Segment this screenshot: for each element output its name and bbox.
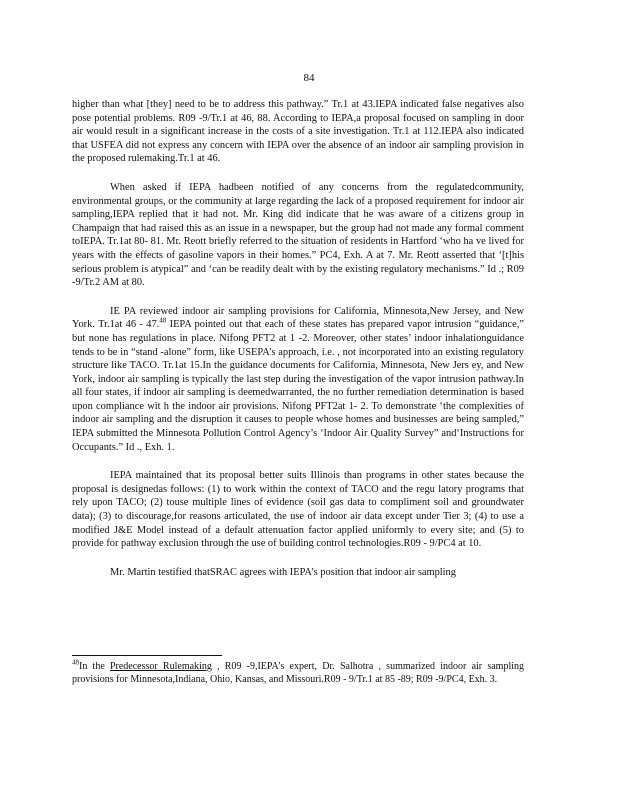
paragraph-2: When asked if IEPA hadbeen notified of any concerns from the regulatedcommunity, environmental groups, or the community at large regarding the lack of a proposed requirement for indoor air sampling,IEPA replied that it had not. Mr. King did indicate that he was aware of a citizens group in Champaign that had raised this as an issue in a newspaper, but the group had not made any formal comment toIEPA. Tr.1at 80- 81. Mr. Reott briefly referred to the situation of residents in Hartford ‘who ha ve lived for years with the effects of gasoline vapors in their homes.” PC4, Exh. A at 7. Mr. Reott asserted that ‘[t]his serious problem is atypical” and ‘can be readily dealt with by the existing regulatory mechanisms.” Id .; R09 -9/Tr.2 AM at 80. [72,181,524,289]
paragraph-3-text-after: IEPA pointed out that each of these states has prepared vapor intrusion “guidance,” but none has regulations in place. Nifong PFT2 at 1 -2. Moreover, other states’ indoor inhalationguidance tends to be in “stand -alone” form, like USEPA’s approach, i.e. , not incorporated into an existing regulatory structure like TACO. Tr.1at 15.In the guidance documents for California, Minnesota, New Jers ey, and New York, indoor air sampling is typically the last step during the investigation of the vapor intrusion pathway.In all four states, if indoor air sampling is deemedwarranted, the no further remediation determination is based upon compliance wit h the indoor air provisions. Nifong PFT2at 1- 2. To demonstrate ‘the complexities of indoor air sampling and the disruption it causes to people whose homes and businesses are being sampled,” IEPA submitted the Minnesota Pollution Control Agency’s ‘Indoor Air Quality Survey” and‘Instructions for Occupants.” Id ., Exh. 1. [72,319,524,453]
footnote-reference-48: 48 [159,316,167,325]
body-text [72,98,524,594]
footnote-underlined-title: Predecessor Rulemaking [109,661,212,672]
footnote-text: , R09 -9,IEPA’s expert, Dr. Salhotra , summarized indoor air sampling provisions for Minnesota,Indiana, Ohio, Kansas, and Missouri.R09 - 9/Tr.1 at 85 -89; R09 -9/PC4, Exh. 3. [72,661,525,685]
paragraph-3-text-before: IE PA reviewed indoor air sampling provisions for California, Minnesota,New Jersey, and New York. Tr.1at 46 - 47. [72,305,524,331]
paragraph-1: higher than what [they] need to be to address this pathway.” Tr.1 at 43.IEPA indicated false negatives also pose potential problems. R09 -9/Tr.1 at 46, 88. According to IEPA,a proposal focused on sampling in door air would result in a significant increase in the costs of a site investigation. Tr.1 at 112.IEPA also indicated that USFEA did not express any concern with IEPA over the absence of an indoor air sampling provision in the proposed rulemaking.Tr.1 at 46. [72,99,524,165]
footnote-number: 48 [72,658,79,667]
paragraph-4: IEPA maintained that its proposal better suits Illinois than programs in other states because the proposal is designedas follows: (1) to work within the context of TACO and the regu latory programs that rely upon TACO; (2) touse multiple lines of evidence (soil gas data to compliment soil and groundwater data); (3) to discourage,for reasons articulated, the use of indoor air data except under Tier 3; (4) to use a modified J&E Model instead of a default attenuation factor applied uniformly to every site; and (5) to provide for pathway exclusion through the use of building control technologies.R09 - 9/PC4 at 10. [72,470,524,550]
footnote-divider [72,655,222,656]
paragraph-3 [72,305,524,455]
page-number: 84 [303,72,315,84]
footnote-48 [72,660,524,686]
paragraph-5: Mr. Martin testified thatSRAC agrees with IEPA’s position that indoor air sampling [110,566,456,578]
footnote-lead: In the [79,661,110,672]
